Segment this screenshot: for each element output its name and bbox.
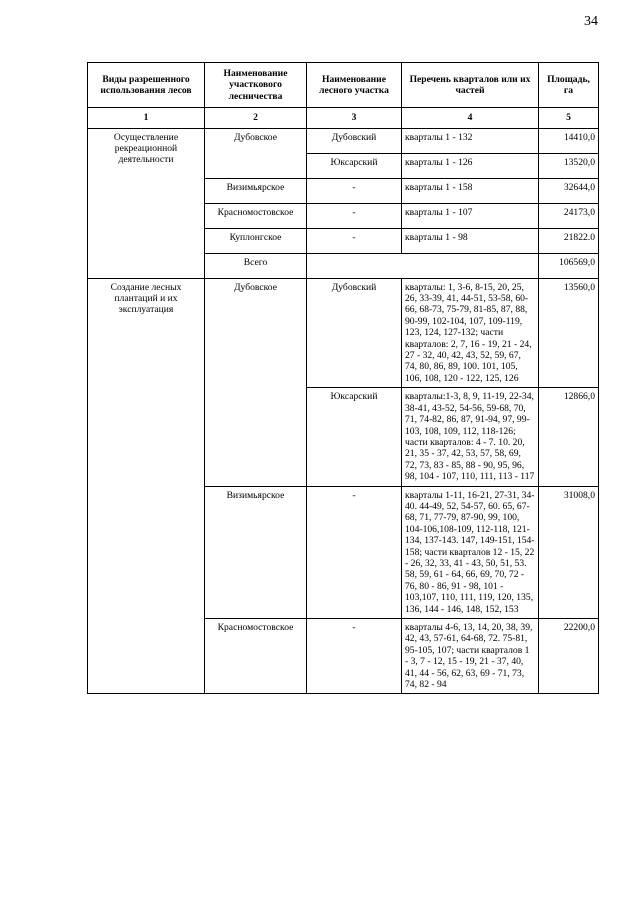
- area-cell: 22200,0: [539, 619, 599, 694]
- total-area: 106569,0: [539, 253, 599, 278]
- area-cell: 24173,0: [539, 203, 599, 228]
- col-number: 1: [88, 108, 205, 128]
- area-cell: 12866,0: [539, 388, 599, 486]
- area-cell: 31008,0: [539, 486, 599, 618]
- forestry-cell: Визимьярское: [205, 486, 307, 618]
- forestry-cell: Дубовское: [205, 278, 307, 486]
- forest-use-table: [87, 62, 599, 694]
- header-quarters: Перечень кварталов или их частей: [402, 63, 539, 108]
- header-area: Площадь, га: [539, 63, 599, 108]
- header-forestry: Наименование участкового лесничества: [205, 63, 307, 108]
- area-cell: 13560,0: [539, 278, 599, 388]
- quarters-cell: кварталы: 1, 3-6, 8-15, 20, 25, 26, 33-39, 41, 44-51, 53-58, 60-66, 68-73, 75-79, 81-85, 87, 88, 90-99, 102-104, 107, 109-119, 123, 124, 127-132; части кварталов: 2, 7, 16 - 19, 21 - 24, 27 - 32, 40, 42, 43, 52, 59, 67, 74, 80, 86, 89, 100. 101, 105, 106, 108, 120 - 122, 125, 126: [402, 278, 539, 388]
- column-number-row: [88, 108, 599, 128]
- quarters-cell: кварталы 1 - 98: [402, 228, 539, 253]
- area-cell: 14410,0: [539, 128, 599, 153]
- quarters-cell: кварталы 1 - 158: [402, 178, 539, 203]
- col-number: 4: [402, 108, 539, 128]
- plot-cell: Юксарский: [307, 388, 402, 486]
- forestry-cell: Визимьярское: [205, 178, 307, 203]
- use-type-cell: Создание лесных плантаций и их эксплуатация: [88, 278, 205, 694]
- area-cell: 21822.0: [539, 228, 599, 253]
- plot-cell: -: [307, 178, 402, 203]
- use-type-cell: Осуществление рекреационной деятельности: [88, 128, 205, 278]
- header-use: Виды разрешенного использования лесов: [88, 63, 205, 108]
- plot-cell: Дубовский: [307, 128, 402, 153]
- plot-cell: Юксарский: [307, 153, 402, 178]
- total-empty: [307, 253, 539, 278]
- header-plot: Наименование лесного участка: [307, 63, 402, 108]
- quarters-cell: кварталы 1-11, 16-21, 27-31, 34-40. 44-49, 52, 54-57, 60. 65, 67-68, 71, 77-79, 87-90, 99, 100, 104-106,108-109, 112-118, 121-134, 137-143. 147, 149-151, 154-158; части кварталов 12 - 15, 22 - 26, 32, 33, 41 - 43, 50, 51, 53. 58, 59, 61 - 64, 66, 69, 70, 72 - 76, 80 - 86, 91 - 98, 101 - 103,107, 110, 111, 119, 120, 135, 136, 144 - 146, 148, 152, 153: [402, 486, 539, 618]
- col-number: 5: [539, 108, 599, 128]
- plot-cell: -: [307, 203, 402, 228]
- col-number: 3: [307, 108, 402, 128]
- page-number: 34: [584, 14, 598, 29]
- plot-cell: -: [307, 228, 402, 253]
- col-number: 2: [205, 108, 307, 128]
- quarters-cell: кварталы 1 - 132: [402, 128, 539, 153]
- quarters-cell: кварталы 1 - 126: [402, 153, 539, 178]
- plot-cell: Дубовский: [307, 278, 402, 388]
- table-row: [88, 278, 599, 388]
- forestry-cell: Красномостовское: [205, 203, 307, 228]
- forestry-cell: Дубовское: [205, 128, 307, 178]
- header-row: [88, 63, 599, 108]
- table-row: [88, 128, 599, 153]
- quarters-cell: кварталы 4-6, 13, 14, 20, 38, 39, 42, 43, 57-61, 64-68, 72. 75-81, 95-105, 107; части кварталов 1 - 3, 7 - 12, 15 - 19, 21 - 37, 40, 41, 44 - 56, 62, 63, 69 - 71, 73, 74, 82 - 94: [402, 619, 539, 694]
- forestry-cell: Красномостовское: [205, 619, 307, 694]
- area-cell: 32644,0: [539, 178, 599, 203]
- plot-cell: -: [307, 619, 402, 694]
- total-label: Всего: [205, 253, 307, 278]
- plot-cell: -: [307, 486, 402, 618]
- forestry-cell: Куплонгское: [205, 228, 307, 253]
- quarters-cell: кварталы 1 - 107: [402, 203, 539, 228]
- quarters-cell: кварталы:1-3, 8, 9, 11-19, 22-34, 38-41, 43-52, 54-56, 59-68, 70, 71, 74-82, 86, 87, 91-94, 97, 99-103, 108, 109, 112, 118-126; части кварталов: 4 - 7. 10. 20, 21, 35 - 37, 42, 53, 57, 58, 69, 72, 73, 83 - 85, 88 - 90, 95, 96, 98, 104 - 107, 110, 111, 113 - 117: [402, 388, 539, 486]
- area-cell: 13520,0: [539, 153, 599, 178]
